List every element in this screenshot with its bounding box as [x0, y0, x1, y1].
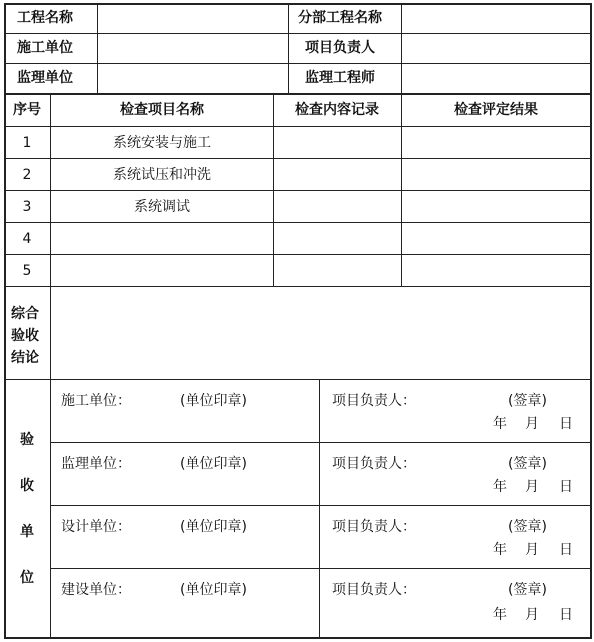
unit-seal-text: (单位印章)	[180, 456, 247, 472]
supervision-unit-field[interactable]	[99, 65, 287, 92]
manager-label: 项目负责人：	[332, 519, 416, 535]
conclusion-label: 验收	[11, 328, 39, 344]
date-year: 年	[493, 607, 507, 623]
acceptance-label-char: 收	[20, 478, 34, 494]
date-year: 年	[493, 542, 507, 558]
divider	[5, 190, 591, 191]
divider	[401, 4, 402, 94]
row-result-cell[interactable]	[403, 224, 589, 253]
design-manager-sign-area[interactable]	[321, 507, 589, 567]
row-item-name: 系统试压和冲洗	[113, 167, 211, 183]
column-header-result: 检查评定结果	[454, 102, 538, 118]
row-record-cell[interactable]	[275, 224, 400, 253]
sign-text: (签章)	[508, 393, 547, 409]
divider	[50, 94, 51, 287]
supervision-unit-label: 监理单位	[17, 70, 73, 86]
unit-label: 施工单位：	[61, 393, 131, 409]
unit-label: 设计单位：	[61, 519, 131, 535]
column-header-record: 检查内容记录	[295, 102, 379, 118]
divider	[5, 158, 591, 159]
project-manager-label: 项目负责人	[305, 40, 375, 56]
sub-project-label: 分部工程名称	[298, 10, 382, 26]
acceptance-label-char: 单	[20, 524, 34, 540]
row-record-cell[interactable]	[275, 160, 400, 189]
divider	[401, 94, 402, 287]
border-right	[590, 3, 592, 639]
date-year: 年	[493, 479, 507, 495]
row-item-name: 系统安装与施工	[113, 135, 211, 151]
row-number: 5	[22, 263, 32, 279]
sign-text: (签章)	[508, 519, 547, 535]
row-number: 2	[22, 167, 32, 183]
divider	[51, 568, 591, 569]
row-result-cell[interactable]	[403, 256, 589, 285]
sub-project-field[interactable]	[403, 5, 589, 32]
sign-text: (签章)	[508, 456, 547, 472]
row-result-cell[interactable]	[403, 128, 589, 157]
unit-label: 建设单位：	[61, 582, 131, 598]
divider	[5, 254, 591, 255]
row-record-cell[interactable]	[275, 256, 400, 285]
date-day: 日	[559, 607, 573, 623]
row-number: 3	[22, 199, 32, 215]
divider	[5, 126, 591, 127]
acceptance-label-char: 位	[20, 570, 34, 586]
supervision-manager-sign-area[interactable]	[321, 444, 589, 504]
unit-label: 监理单位：	[61, 456, 131, 472]
divider	[273, 94, 274, 287]
divider	[50, 287, 51, 380]
row-number: 4	[22, 231, 32, 247]
construction-unit-label: 施工单位	[17, 40, 73, 56]
unit-seal-text: (单位印章)	[180, 393, 247, 409]
supervision-engineer-field[interactable]	[403, 65, 589, 92]
divider	[5, 63, 591, 64]
row-number: 1	[22, 135, 32, 151]
divider	[288, 4, 289, 94]
project-name-field[interactable]	[99, 5, 287, 32]
date-year: 年	[493, 416, 507, 432]
divider	[5, 286, 591, 287]
divider	[319, 380, 320, 638]
construction-unit-field[interactable]	[99, 35, 287, 62]
row-item-name: 系统调试	[134, 199, 190, 215]
date-day: 日	[559, 416, 573, 432]
construction-unit-seal-area[interactable]	[52, 381, 318, 441]
unit-seal-text: (单位印章)	[180, 519, 247, 535]
unit-seal-text: (单位印章)	[180, 582, 247, 598]
divider	[50, 380, 51, 638]
acceptance-label-char: 验	[20, 432, 34, 448]
row-result-cell[interactable]	[403, 192, 589, 221]
project-name-label: 工程名称	[17, 10, 73, 26]
date-month: 月	[525, 479, 539, 495]
date-day: 日	[559, 542, 573, 558]
row-record-cell[interactable]	[275, 192, 400, 221]
divider	[97, 4, 98, 94]
column-header-item: 检查项目名称	[120, 102, 204, 118]
conclusion-label: 结论	[11, 350, 39, 366]
owner-unit-seal-area[interactable]	[52, 570, 318, 636]
divider	[5, 93, 591, 95]
date-month: 月	[525, 416, 539, 432]
divider	[51, 442, 591, 443]
owner-manager-sign-area[interactable]	[321, 570, 589, 636]
divider	[5, 222, 591, 223]
manager-label: 项目负责人：	[332, 456, 416, 472]
date-month: 月	[525, 607, 539, 623]
sign-text: (签章)	[508, 582, 547, 598]
manager-label: 项目负责人：	[332, 582, 416, 598]
construction-manager-sign-area[interactable]	[321, 381, 589, 441]
date-day: 日	[559, 479, 573, 495]
design-unit-seal-area[interactable]	[52, 507, 318, 567]
border-left	[4, 3, 6, 639]
conclusion-label: 综合	[11, 306, 39, 322]
manager-label: 项目负责人：	[332, 393, 416, 409]
project-manager-field[interactable]	[403, 35, 589, 62]
date-month: 月	[525, 542, 539, 558]
divider	[5, 379, 591, 380]
border-bottom	[4, 637, 592, 639]
column-header-no: 序号	[13, 102, 41, 118]
supervision-unit-seal-area[interactable]	[52, 444, 318, 504]
row-result-cell[interactable]	[403, 160, 589, 189]
conclusion-field[interactable]	[52, 289, 589, 378]
divider	[5, 33, 591, 34]
divider	[51, 505, 591, 506]
row-record-cell[interactable]	[275, 128, 400, 157]
supervision-engineer-label: 监理工程师	[305, 70, 375, 86]
